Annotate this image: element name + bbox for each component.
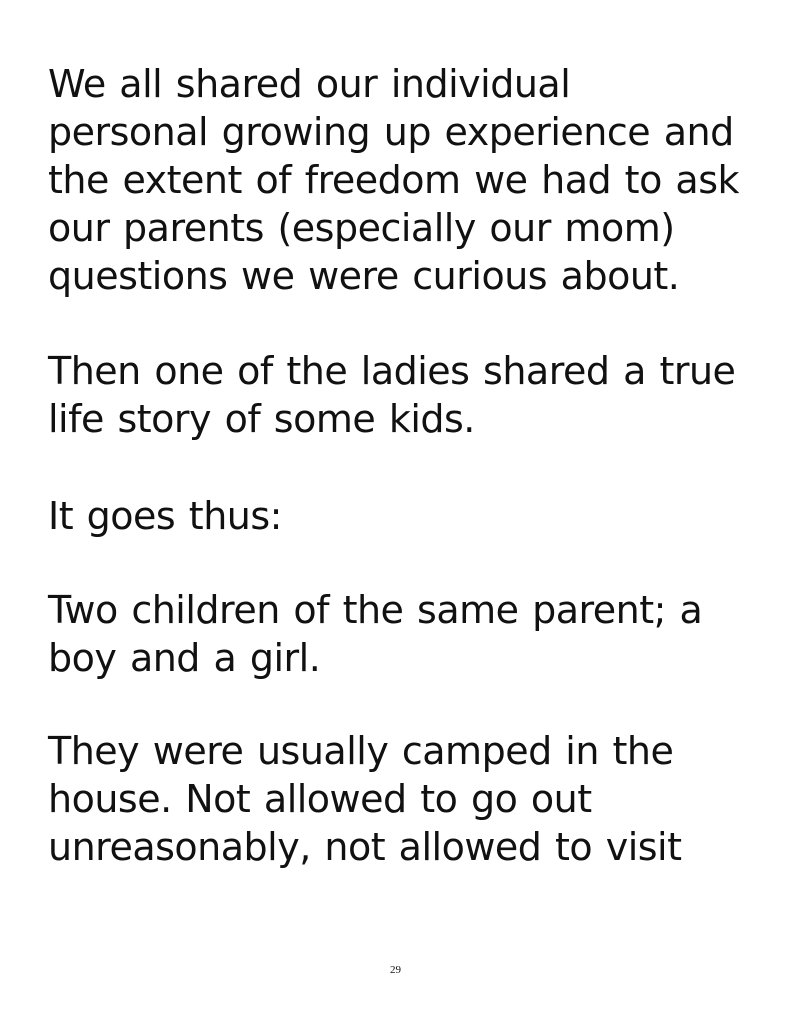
paragraph-line: life story of some kids. [48,397,475,441]
paragraph-3 [48,492,768,540]
paragraph-1 [48,60,768,300]
paragraph-line: They were usually camped in the [48,729,674,773]
paragraph-line: the extent of freedom we had to ask [48,158,740,202]
paragraph-line: questions we were curious about. [48,254,680,298]
paragraph-line: We all shared our individual [48,62,571,106]
paragraph-2 [48,347,768,443]
paragraph-line: Then one of the ladies shared a true [48,349,736,393]
paragraph-line: personal growing up experience and [48,110,734,154]
paragraph-5 [48,727,768,871]
page-number: 29 [390,964,401,976]
paragraph-line: unreasonably, not allowed to visit [48,825,682,869]
paragraph-line: boy and a girl. [48,636,321,680]
paragraph-line: house. Not allowed to go out [48,777,592,821]
paragraph-line: Two children of the same parent; a [48,588,703,632]
paragraph-4 [48,586,768,682]
paragraph-line: our parents (especially our mom) [48,206,675,250]
paragraph-line: It goes thus: [48,494,282,538]
